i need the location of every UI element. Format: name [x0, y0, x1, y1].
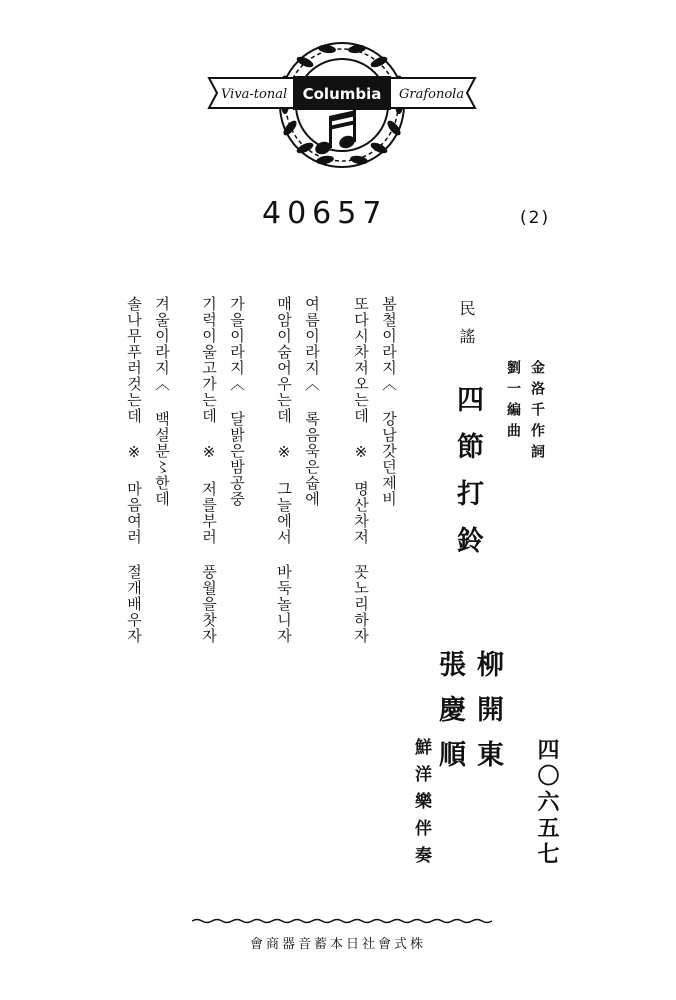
lyric-line: 기럭이울고가는데 ※ 저를부러 풍월을찻자: [200, 296, 218, 644]
lyric-line: 여름이라지〈 록음욱은숩에: [303, 296, 321, 507]
record-number: 40657: [262, 196, 388, 231]
lyricist-credit: 金洛千作詞: [529, 360, 545, 465]
genre-label: 民謠: [457, 300, 476, 356]
lyric-line: 매암이숨어우는데 ※ 그늘에서 바둑놀니자: [275, 296, 293, 644]
lyric-line: 또다시차저오는데 ※ 명산차저 꼿노리하자: [352, 296, 370, 644]
company-name: [0, 933, 676, 952]
company-name-text: 會商器音蓄本日社會式株: [249, 937, 426, 952]
lyric-line: 겨울이라지〈 백설분〻한데: [153, 296, 171, 507]
arranger-credit: 劉一編曲: [505, 360, 521, 444]
lyric-line: 솔나무푸러것는데 ※ 마음여러 절개배우자: [125, 296, 143, 644]
side-number: (2): [520, 208, 551, 228]
catalog-number-kanji: 四〇六五七: [534, 738, 560, 868]
singer-name: 柳開東: [472, 650, 503, 785]
footer-divider: [192, 918, 492, 924]
columbia-logo: [205, 38, 480, 173]
logo-right-text: Grafonola: [399, 87, 465, 102]
singer-name: 張慶順: [434, 650, 465, 785]
lyric-line: 봄철이라지〈 강남갓던제비: [380, 296, 398, 507]
logo-center-text: Columbia: [302, 85, 382, 103]
song-title: 四節打鈴: [452, 385, 483, 573]
logo-left-text: Viva-tonal: [221, 87, 288, 102]
accompaniment-credit: 鮮洋樂伴奏: [411, 738, 431, 873]
lyric-line: 가을이라지〈 달밝은밤공중: [228, 296, 246, 507]
